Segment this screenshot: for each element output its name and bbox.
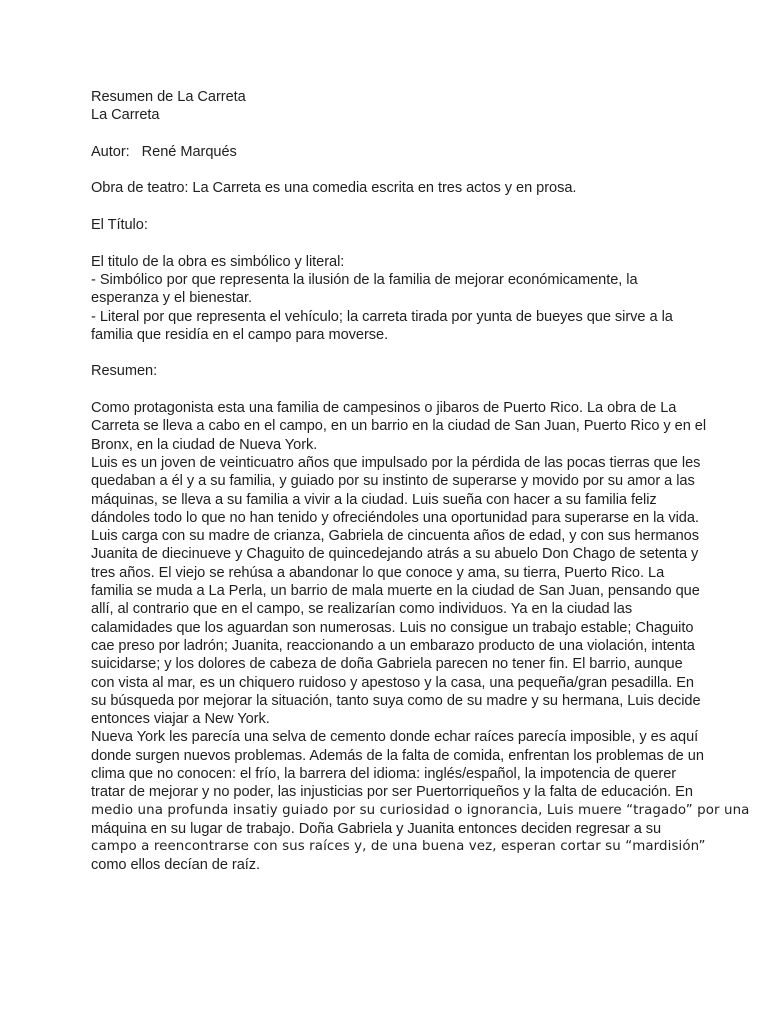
title-paragraph-line: El titulo de la obra es simbólico y literal: [91,253,345,270]
summary-line: suicidarse; y los dolores de cabeza de doña Gabriela parecen no tener fin. El barrio, aunque [91,656,683,673]
spacer [91,234,691,252]
summary-line: allí, al contrario que en el campo, se realizarían como individuos. Ya en la ciudad las [91,601,633,618]
spacer [91,125,691,143]
document-page [91,88,750,875]
summary-line: tres años. El viejo se rehúsa a abandonar lo que conoce y ama, su tierra, Puerto Rico. La [91,564,665,581]
spacer [91,161,691,179]
summary-line: Luis es un joven de veinticuatro años que impulsado por la pérdida de las pocas tierras que les [91,454,701,471]
title-paragraph-line: - Literal por que representa el vehículo; la carreta tirada por yunta de bueyes que sirve a la [91,308,673,325]
title-section-label: El Título: [91,217,148,234]
spacer [91,344,691,362]
author-line: Autor: René Marqués [91,143,237,160]
summary-line: campo a reencontrarse con sus raíces y, de una buena vez, esperan cortar su “mardisión” [91,839,706,855]
summary-line: Carreta se lleva a cabo en el campo, en un barrio en la ciudad de San Juan, Puerto Rico y en el [91,418,707,435]
title-paragraph-line: - Simbólico por que representa la ilusión de la familia de mejorar económicamente, la [91,271,638,288]
summary-line: Nueva York les parecía una selva de cemento donde echar raíces parecía imposible, y es aquí [91,729,699,746]
summary-line: máquinas, se lleva a su familia a vivir a la ciudad. Luis sueña con hacer a su familia feliz [91,491,657,508]
summary-line: su búsqueda por mejorar la situación, tanto suya como de su madre y su hermana, Luis decide [91,692,701,709]
summary-line: con vista al mar, es un chiquero ruidoso y apestoso y la casa, una pequeña/gran pesadilla. En [91,674,694,691]
summary-line: Bronx, en la ciudad de Nueva York. [91,436,318,453]
summary-line: Luis carga con su madre de crianza, Gabriela de cincuenta años de edad, y con sus hermanos [91,528,699,545]
summary-line: tratar de mejorar y no poder, las injusticias por ser Puertorriqueños y la falta de educación. En [91,784,693,801]
summary-line: clima que no conocen: el frío, la barrera del idioma: inglés/español, la impotencia de querer [91,765,677,782]
summary-line: entonces viajar a New York. [91,711,270,728]
title-paragraph-line: esperanza y el bienestar. [91,290,253,307]
summary-line: familia se muda a La Perla, un barrio de mala muerte en la ciudad de San Juan, pensando que [91,583,700,600]
summary-line: medio una profunda insatiy guiado por su curiosidad o ignorancia, Luis muere “tragado” por una [91,802,750,818]
spacer [91,381,691,399]
summary-line: cae preso por ladrón; Juanita, reaccionando a un embarazo producto de una violación, intenta [91,637,695,654]
summary-line: donde surgen nuevos problemas. Además de la falta de comida, enfrentan los problemas de un [91,747,704,764]
summary-label: Resumen: [91,363,158,380]
summary-line: Como protagonista esta una familia de campesinos o jibaros de Puerto Rico. La obra de La [91,400,677,417]
summary-line: como ellos decían de raíz. [91,857,261,874]
spacer [91,198,691,216]
summary-line: Juanita de diecinueve y Chaguito de quincedejando atrás a su abuelo Don Chago de setenta y [91,546,699,563]
summary-line: calamidades que los aguardan son numerosas. Luis no consigue un trabajo estable; Chaguito [91,619,694,636]
document-heading: Resumen de La Carreta [91,89,246,105]
title-paragraph-line: familia que residía en el campo para moverse. [91,326,389,343]
genre-line: Obra de teatro: La Carreta es una comedia escrita en tres actos y en prosa. [91,180,577,197]
summary-line: máquina en su lugar de trabajo. Doña Gabriela y Juanita entonces deciden regresar a su [91,820,662,837]
summary-line: quedaban a él y a su familia, y guiado por su instinto de superarse y movido por su amor a las [91,473,695,490]
summary-line: dándoles todo lo que no han tenido y ofreciéndoles una oportunidad para superarse en la vida. [91,509,699,526]
document-subheading: La Carreta [91,107,160,124]
